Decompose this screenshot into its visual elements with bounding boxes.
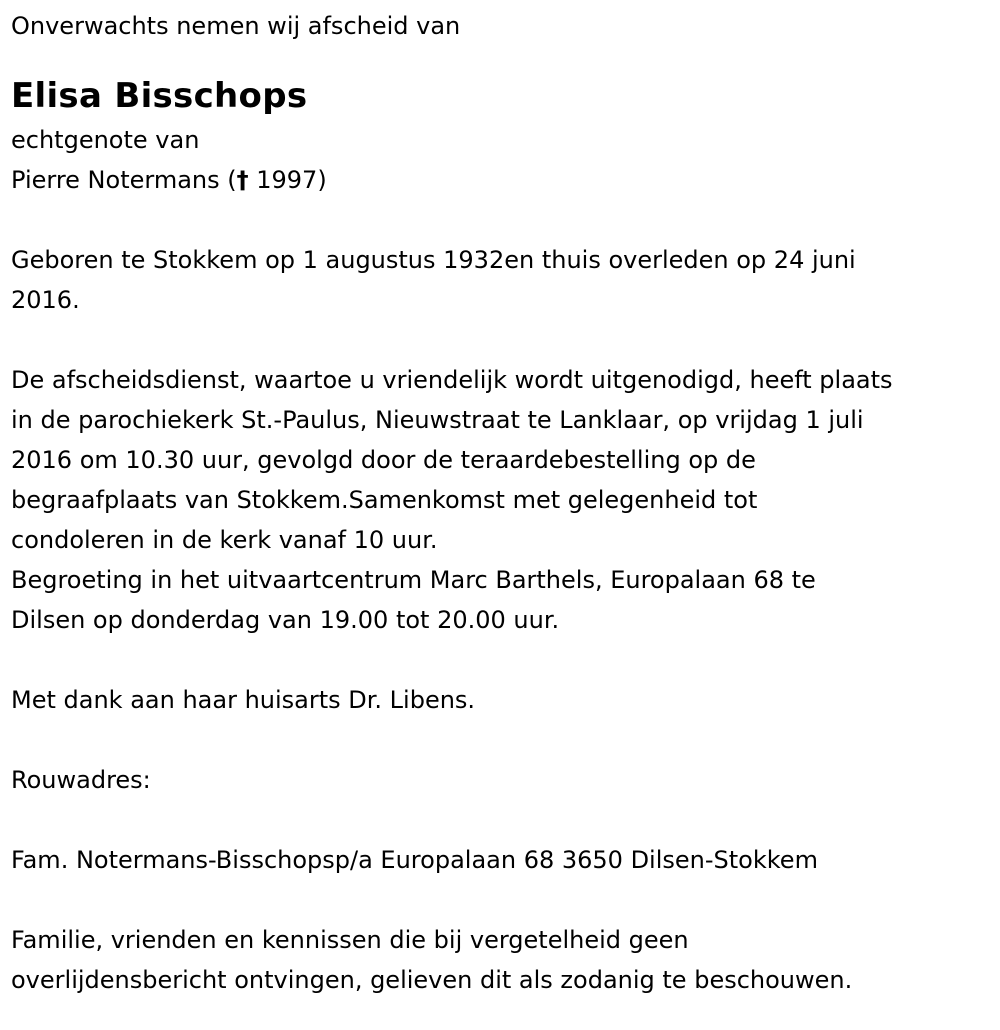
spacer xyxy=(11,46,1000,72)
spacer xyxy=(11,800,1000,840)
address-label: Rouwadres: xyxy=(11,766,151,794)
spouse-line xyxy=(11,160,1000,200)
deceased-name: Elisa Bisschops xyxy=(11,76,308,116)
thanks-text: Met dank aan haar huisarts Dr. Libens. xyxy=(11,686,476,714)
service-line: De afscheidsdienst, waartoe u vriendelijk wordt uitgenodigd, heeft plaats xyxy=(11,366,893,394)
service-line: condoleren in de kerk vanaf 10 uur. xyxy=(11,526,438,554)
intro-text: Onverwachts nemen wij afscheid van xyxy=(11,12,461,40)
service-line: begraafplaats van Stokkem.Samenkomst met gelegenheid tot xyxy=(11,486,758,514)
birth-death-line: 2016. xyxy=(11,286,80,314)
service-line: 2016 om 10.30 uur, gevolgd door de teraardebestelling op de xyxy=(11,446,756,474)
service-line: in de parochiekerk St.-Paulus, Nieuwstraat te Lanklaar, op vrijdag 1 juli xyxy=(11,406,864,434)
closing-line: Familie, vrienden en kennissen die bij vergetelheid geen xyxy=(11,926,689,954)
spouse-death-year: 1997) xyxy=(248,166,327,194)
relation-text: echtgenote van xyxy=(11,126,200,154)
spacer xyxy=(11,640,1000,680)
cross-icon: † xyxy=(236,166,249,194)
service-line: Dilsen op donderdag van 19.00 tot 20.00 uur. xyxy=(11,606,560,634)
spouse-name: Pierre Notermans ( xyxy=(11,166,237,194)
spacer xyxy=(11,200,1000,240)
service-line: Begroeting in het uitvaartcentrum Marc Barthels, Europalaan 68 te xyxy=(11,566,816,594)
birth-death-line: Geboren te Stokkem op 1 augustus 1932en thuis overleden op 24 juni xyxy=(11,246,856,274)
spacer xyxy=(11,720,1000,760)
spacer xyxy=(11,320,1000,360)
spacer xyxy=(11,880,1000,920)
closing-line: overlijdensbericht ontvingen, gelieven dit als zodanig te beschouwen. xyxy=(11,966,853,994)
mourning-address: Fam. Notermans-Bisschopsp/a Europalaan 68 3650 Dilsen-Stokkem xyxy=(11,846,818,874)
